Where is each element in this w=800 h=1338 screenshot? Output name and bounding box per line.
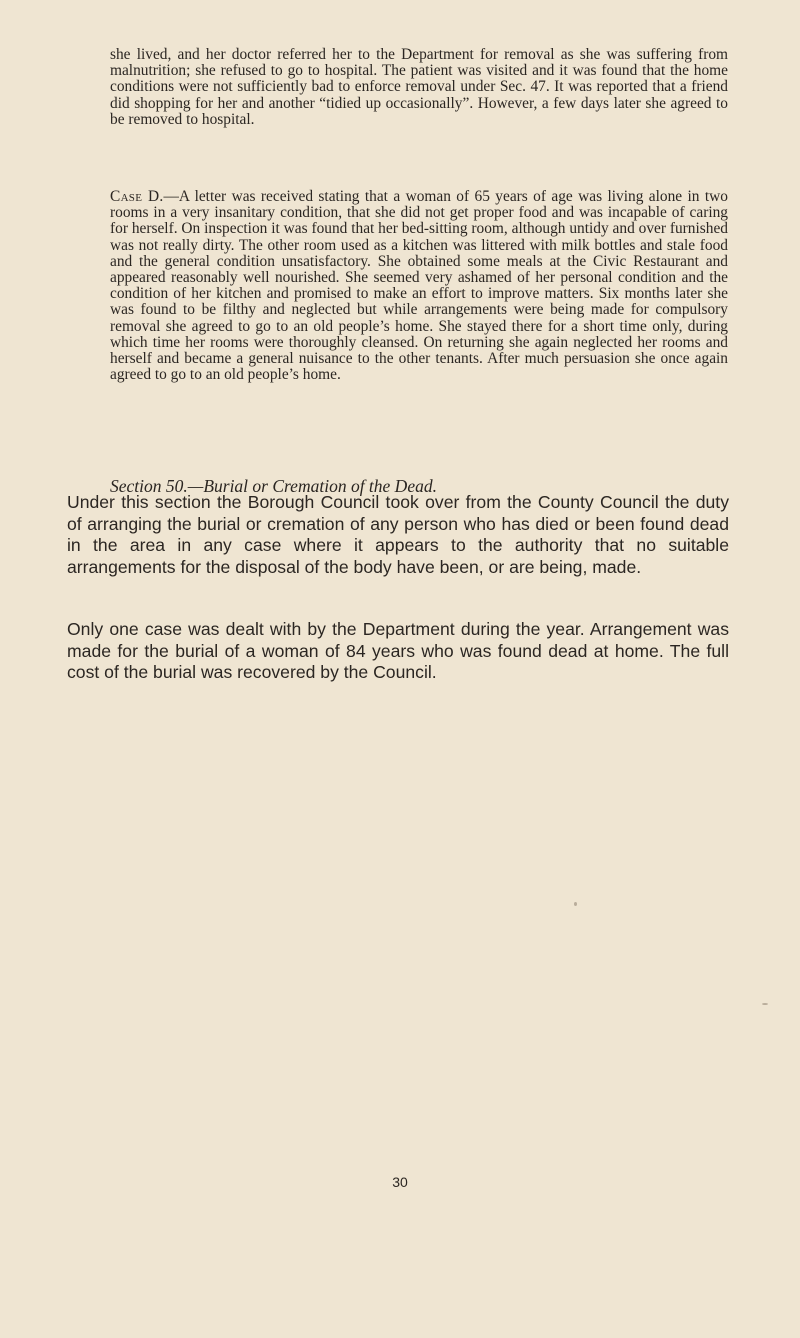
paper-speck: [574, 902, 577, 906]
section-50-heading: Section 50.—Burial or Cremation of the Dead.: [110, 476, 437, 496]
paragraph-section-50-case: Only one case was dealt with by the Department during the year. Arrangement was made for the burial of a woman of 84 years who was found dead at home. The full cost of the burial was recovered by the Council.: [67, 619, 729, 683]
paragraph-section-50-intro: Under this section the Borough Council took over from the County Council the duty of arranging the burial or cremation of any person who has died or been found dead in the area in any case where it appears to the authority that no suitable arrangements for the disposal of the body have been, or are being, made.: [67, 492, 729, 577]
paper-speck: [762, 1003, 768, 1005]
case-d-text: —A letter was received stating that a woman of 65 years of age was living alone in two rooms in a very insanitary condition, that she did not get proper food and was incapable of caring for herself. On inspection it was found that her bed-sitting room, although untidy and over furnished was not really dirty. The other room used as a kitchen was littered with milk bottles and stale food and the general condition unsatisfactory. She obtained some meals at the Civic Restaurant and appeared reasonably well nourished. She seemed very ashamed of her personal condition and the condition of her kitchen and promised to make an effort to improve matters. Six months later she was found to be filthy and neglected but while arrangements were being made for compulsory removal she agreed to go to an old people’s home. She stayed there for a short time only, during which time her rooms were thoroughly cleansed. On returning she again neglected her rooms and herself and became a general nuisance to the other tenants. After much persuasion she once again agreed to go to an old people’s home.: [110, 188, 728, 384]
page-number: 30: [392, 1174, 408, 1190]
paragraph-case-d: [110, 189, 728, 383]
paragraph-case-c-continued: she lived, and her doctor referred her to the Department for removal as she was suffering from malnutrition; she refused to go to hospital. The patient was visited and it was found that the home conditions were not sufficiently bad to enforce removal under Sec. 47. It was reported that a friend did shopping for her and another “tidied up occasionally”. However, a few days later she agreed to be removed to hospital.: [110, 46, 728, 128]
case-d-label: Case D.: [110, 188, 164, 205]
